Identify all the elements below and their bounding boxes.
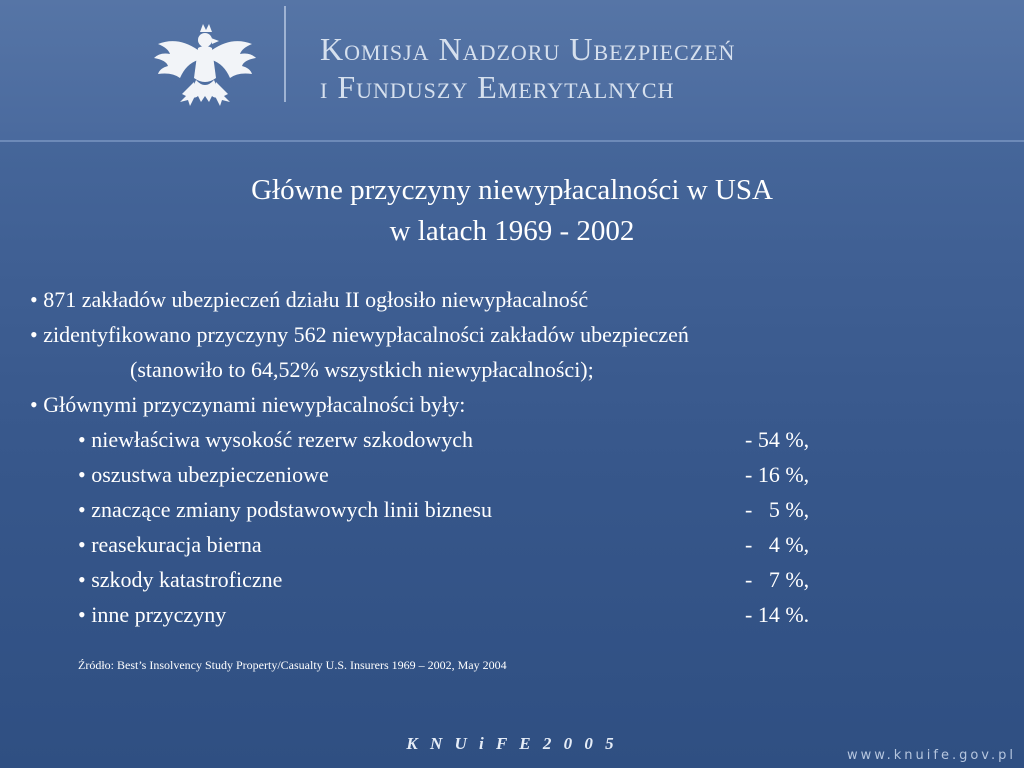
cause-row [30, 422, 990, 457]
cause-percentage: - 4 %, [745, 532, 810, 557]
bullet-item: • Głównymi przyczynami niewypłacalności były: [30, 392, 466, 417]
website-url: www.knuife.gov.pl [846, 748, 1016, 763]
cause-label: • reasekuracja bierna [78, 532, 262, 557]
header-divider [0, 140, 1024, 142]
cause-row [30, 492, 990, 527]
org-name-line1: Komisja Nadzoru Ubezpieczeń [320, 31, 736, 67]
cause-label: • oszustwa ubezpieczeniowe [78, 462, 329, 487]
cause-percentage: - 16 %, [745, 462, 810, 487]
cause-percentage: - 5 %, [745, 497, 810, 522]
footer-label: K N U i F E 2 0 0 5 [406, 734, 618, 753]
cause-percentage: - 7 %, [745, 567, 810, 592]
cause-label: • znaczące zmiany podstawowych linii biznesu [78, 497, 492, 522]
slide-content [30, 282, 990, 632]
bullet-item: • zidentyfikowano przyczyny 562 niewypłacalności zakładów ubezpieczeń [30, 322, 689, 347]
bullet-item: • 871 zakładów ubezpieczeń działu II ogłosiło niewypłacalność [30, 287, 589, 312]
title-line2: w latach 1969 - 2002 [389, 215, 635, 247]
cause-label: • inne przyczyny [78, 602, 227, 627]
cause-percentage: - 54 %, [745, 427, 810, 452]
title-line1: Główne przyczyny niewypłacalności w USA [251, 174, 773, 206]
cause-row [30, 527, 990, 562]
slide-title [0, 170, 1024, 252]
cause-label: • niewłaściwa wysokość rezerw szkodowych [78, 427, 474, 452]
source-note: Źródło: Best’s Insolvency Study Property/Casualty U.S. Insurers 1969 – 2002, May 2004 [78, 658, 507, 672]
white-eagle-emblem-icon [150, 18, 260, 118]
bullet-continuation: (stanowiło to 64,52% wszystkich niewypłacalności); [130, 357, 594, 382]
cause-percentage: - 14 %. [745, 602, 810, 627]
cause-row [30, 597, 990, 632]
cause-row [30, 457, 990, 492]
cause-row [30, 562, 990, 597]
org-name-line2: i Funduszy Emerytalnych [320, 69, 675, 105]
organization-name [320, 30, 980, 106]
cause-label: • szkody katastroficzne [78, 567, 283, 592]
header-separator [284, 6, 286, 102]
